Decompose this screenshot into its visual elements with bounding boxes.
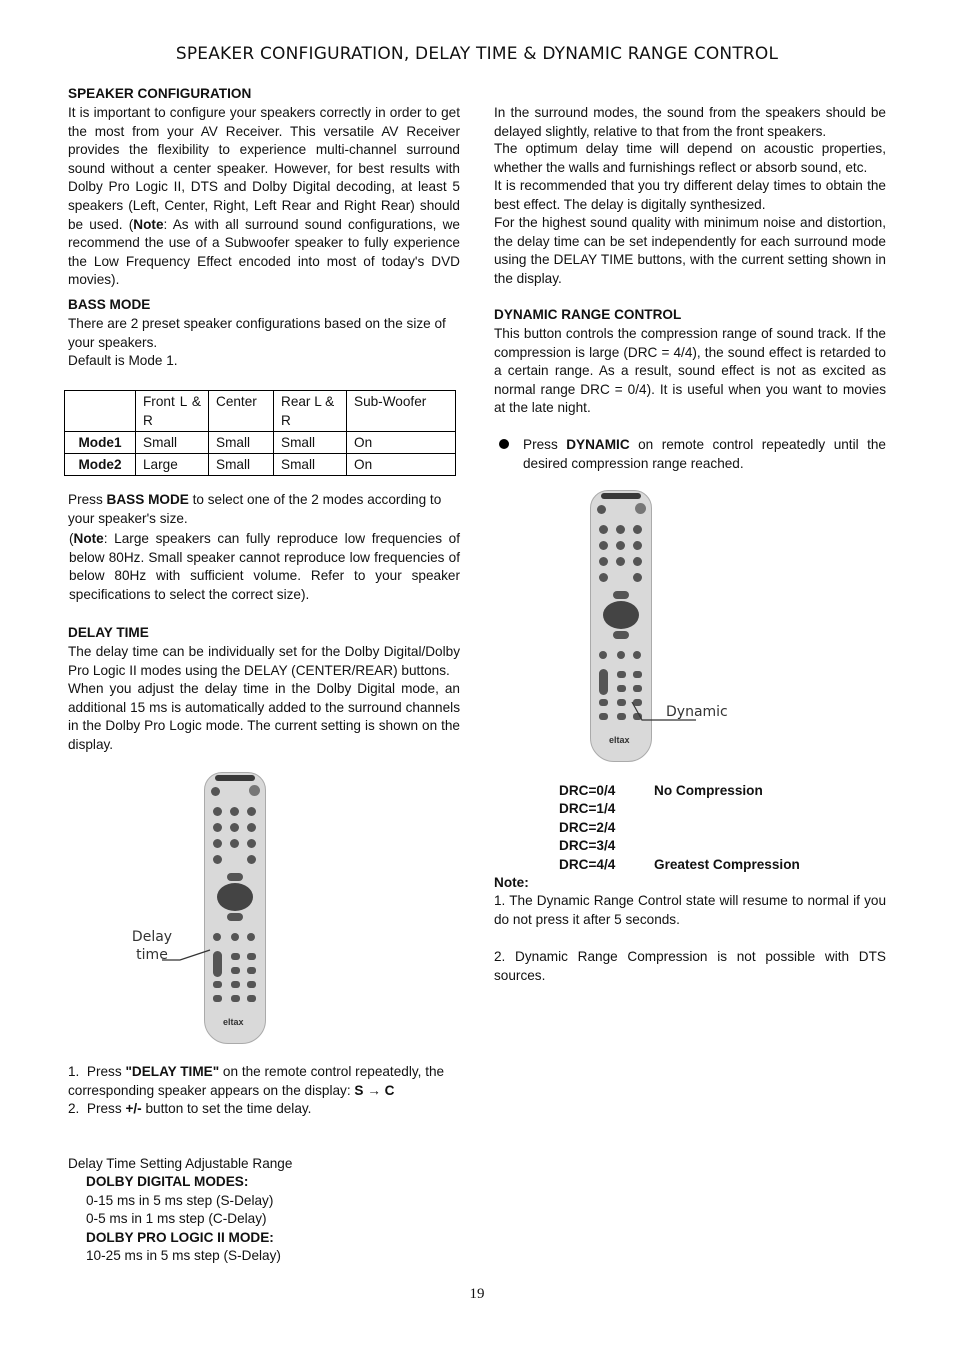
bullet-icon	[499, 439, 509, 449]
delay-step-2	[68, 1100, 448, 1119]
table-row	[65, 454, 456, 476]
bass-mode-text: There are 2 preset speaker configurations based on the size of your speakers.	[68, 316, 446, 350]
drc-level-desc: No Compression	[654, 783, 763, 798]
dynamic-button-name: DYNAMIC	[566, 437, 630, 452]
callout-line-2: time	[136, 947, 168, 963]
bullet-text: on remote control repeatedly until the desired compression range reached.	[523, 437, 886, 471]
bass-mode-note-text: : Large speakers can fully reproduce low frequencies of below 80Hz. Small speaker cannot reproduce low frequencies of below 80Hz with sufficient volume. Refer to your speaker specifications to select the correct size).	[69, 531, 460, 602]
page-number: 19	[469, 1286, 485, 1302]
speaker-config-text-2: : As with all surround sound configurations, we recommend the use of a Subwoofer speaker to fully experience the Low Frequency Effect encoded into most of today's DVD movies).	[68, 216, 460, 288]
table-header-cell: Front L & R	[136, 391, 209, 432]
surround-p1: In the surround modes, the sound from the speakers should be delayed slightly, relative to that from the front speakers.	[494, 105, 886, 139]
callout-line-1: Delay	[131, 929, 173, 945]
bass-mode-press-2: to select one of the 2 modes according to your speaker's size.	[68, 492, 442, 526]
step-sequence: S → C	[354, 1082, 395, 1098]
drc-note-2: 2. Dynamic Range Compression is not possible with DTS sources.	[494, 949, 886, 983]
speaker-config-note-label: Note	[133, 216, 164, 232]
drc-level: DRC=3/4	[559, 838, 616, 853]
delay-step-1	[68, 1063, 448, 1100]
surround-p3: It is recommended that you try different delay times to obtain the best effect. The delay is digitally synthesized.	[494, 178, 886, 212]
surround-p4: For the highest sound quality with minimum noise and distortion, the delay time can be set independently for each surround mode using the DELAY TIME buttons, with the current setting shown in the display.	[494, 215, 886, 286]
drc-note-1: 1. The Dynamic Range Control state will resume to normal if you do not press it after 5 seconds.	[494, 893, 886, 927]
bass-mode-note-label: Note	[73, 531, 104, 546]
drc-level: DRC=1/4	[559, 801, 616, 816]
step-number: 1.	[68, 1064, 80, 1079]
table-row-header: Mode2	[65, 454, 136, 476]
table-header-cell: Center	[209, 391, 274, 432]
step-number: 2.	[68, 1101, 80, 1116]
table-cell: Small	[274, 432, 347, 454]
speaker-config-text-1: It is important to configure your speakers correctly in order to get the most from your AV Receiver. This versatile AV Receiver provides the flexibility to experience multi-channel surround sound without a center speaker. However, for best results with Dolby Pro Logic II, DTS and Dolby Digital decoding, at least 5 speakers (Left, Center, Right, Left Rear and Right Rear) should be used. (	[68, 105, 460, 232]
bass-mode-press	[68, 491, 460, 528]
delay-time-heading: DELAY TIME	[68, 625, 149, 640]
table-cell: On	[347, 432, 456, 454]
table-row	[65, 432, 456, 454]
drc-level: DRC=0/4	[559, 783, 616, 798]
table-row-header: Mode1	[65, 432, 136, 454]
drc-level: DRC=2/4	[559, 820, 616, 835]
delay-time-text-2: When you adjust the delay time in the Dolby Digital mode, an additional 15 ms is automatically added to the surround channels in the Dolby Pro Logic mode. The current setting is shown on the display.	[68, 681, 460, 752]
delay-time-text-1: The delay time can be individually set for the Dolby Digital/Dolby Pro Logic II modes using the DELAY (CENTER/REAR) buttons.	[68, 644, 460, 678]
drc-heading: DYNAMIC RANGE CONTROL	[494, 307, 682, 322]
bass-mode-button-name: BASS MODE	[106, 492, 189, 507]
drc-note-heading: Note:	[494, 875, 529, 890]
table-cell: Large	[136, 454, 209, 476]
remote-display	[215, 775, 255, 781]
table-cell: Small	[136, 432, 209, 454]
note-paren: (	[69, 531, 74, 546]
speaker-config-heading: SPEAKER CONFIGURATION	[68, 86, 252, 101]
remote-logo: eltax	[609, 735, 630, 745]
table-header-row	[65, 391, 456, 432]
drc-level-desc: Greatest Compression	[654, 857, 800, 872]
pro-logic-range: 10-25 ms in 5 ms step (S-Delay)	[86, 1248, 281, 1263]
step-text: Press	[86, 1064, 126, 1079]
step-button-name: "DELAY TIME"	[125, 1064, 220, 1079]
drc-level: DRC=4/4	[559, 857, 616, 872]
bass-mode-press-1: Press	[68, 492, 107, 507]
remote-control-image	[204, 772, 266, 1044]
dolby-digital-range-2: 0-5 ms in 1 ms step (C-Delay)	[86, 1211, 267, 1226]
page-title: SPEAKER CONFIGURATION, DELAY TIME & DYNAMIC RANGE CONTROL	[175, 44, 779, 64]
remote-logo: eltax	[223, 1017, 244, 1027]
table-header-cell: Rear L & R	[274, 391, 347, 432]
bass-mode-default: Default is Mode 1.	[68, 353, 178, 368]
callout-pointer	[160, 948, 220, 964]
bass-mode-heading: BASS MODE	[68, 297, 151, 312]
speaker-config-text	[68, 104, 460, 290]
pro-logic-label: DOLBY PRO LOGIC II MODE:	[86, 1230, 274, 1245]
drc-bullet-text	[523, 436, 886, 473]
dolby-digital-range-1: 0-15 ms in 5 ms step (S-Delay)	[86, 1193, 274, 1208]
dynamic-callout: Dynamic	[666, 704, 728, 720]
step-text: Press	[86, 1101, 126, 1116]
table-cell: Small	[274, 454, 347, 476]
table-cell: Small	[209, 454, 274, 476]
bullet-text: Press	[523, 437, 567, 452]
table-header-cell	[65, 391, 136, 432]
drc-text: This button controls the compression range of sound track. If the compression is large (DRC = 4/4), the sound effect is retarded to a certain range. As a result, sound effect is not as excited as normal range DRC = 0/4). It is useful when you want to movies at the late night.	[494, 326, 886, 416]
remote-display	[601, 493, 641, 499]
step-text: on the remote control repeatedly, the corresponding speaker appears on the display:	[68, 1064, 445, 1098]
dolby-digital-label: DOLBY DIGITAL MODES:	[86, 1174, 249, 1189]
surround-p2: The optimum delay time will depend on acoustic properties, whether the walls and furnishings reflect or absorb sound, etc.	[494, 141, 886, 175]
bass-mode-note	[69, 530, 460, 604]
step-text: button to set the time delay.	[141, 1101, 312, 1116]
step-button-name: +/-	[125, 1101, 142, 1116]
table-cell: On	[347, 454, 456, 476]
table-header-cell: Sub-Woofer	[347, 391, 456, 432]
bass-mode-table	[64, 390, 456, 476]
table-cell: Small	[209, 432, 274, 454]
range-title: Delay Time Setting Adjustable Range	[68, 1156, 293, 1171]
